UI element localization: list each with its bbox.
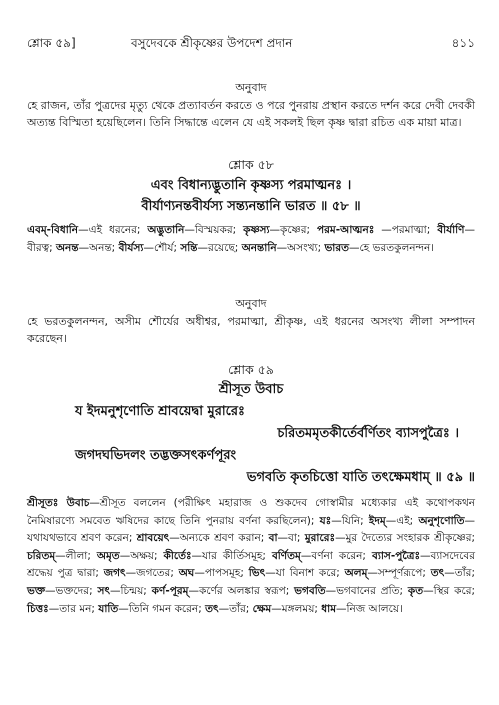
synonyms-58 (27, 222, 475, 257)
synonym-term: চরিতম্ (27, 549, 56, 562)
verse-59-speaker: শ্রীসূত উবাচ (218, 382, 284, 397)
synonym-term: অদ্ভুতানি (147, 224, 185, 236)
synonym-meaning: —এই ধরনের; (78, 224, 148, 236)
verse-58-label: শ্লোক ৫৮ (228, 157, 274, 172)
synonym-term: মুরারেঃ (304, 532, 336, 545)
synonym-term: ভক্ত (27, 584, 46, 597)
synonym-term: শ্রীসূতঃ উবাচ (27, 497, 90, 509)
synonym-meaning: —অনন্ত; (78, 241, 119, 254)
synonym-meaning: —অক্ষয়; (119, 549, 164, 562)
synonym-term: অনন্তানি (241, 241, 277, 254)
verse-59-label: শ্লোক ৫৯ (228, 362, 274, 377)
synonym-meaning: —স্থির করে; (423, 584, 476, 597)
verse-58-line-2: বীর্যাণ্যনন্তবীর্যস্য সন্ত্যনন্তানি ভারত ॥ ৫৮ ॥ (141, 199, 361, 214)
synonym-term: বীর্যস্য (118, 241, 144, 254)
synonym-meaning: —রয়েছে; (197, 241, 242, 254)
synonym-meaning: —কর্ণের অলঙ্কার স্বরূপ; (188, 584, 295, 597)
synonym-term: ভিৎ (248, 567, 266, 580)
synonym-term: অনন্ত (55, 241, 79, 254)
synonym-term: ধাম (321, 602, 337, 615)
synonym-term: জগৎ (103, 567, 126, 580)
synonym-term: ব্যাস-পুত্রৈঃ (371, 549, 421, 562)
synonym-meaning: —তাঁর; (218, 602, 253, 615)
synonym-meaning: —বা; (277, 532, 305, 545)
synonym-term: অনুশৃণোতি (418, 514, 465, 527)
synonym-term: অঘ (178, 567, 195, 580)
synonym-meaning: —যা বিনাশ করে; (265, 567, 345, 580)
translation-paragraph: হে রাজন, তাঁর পুত্রদের মৃত্যু থেকে প্রত্যাবর্তন করতে ও পরে পুনরায় প্রস্থান করতে দর্শন করে দেবী দেবকী অত্যন্ত বিস্মিতা হয়েছিলেন। তিনি সিদ্ধান্তে এলেন যে এই সকলই ছিল কৃষ্ণ দ্বারা রচিত এক মায়া মাত্র। (27, 99, 475, 130)
verse-59-line-2: চরিতমমৃতকীর্তের্বর্ণিতং ব্যাসপুত্রৈঃ । (277, 426, 459, 441)
page-number: ৪১১ (451, 36, 475, 50)
synonym-term: কৃত (407, 584, 424, 597)
synonym-term: কৃষ্ণস্য (243, 224, 270, 236)
translation-paragraph-2: হে ভরতকুলনন্দন, অসীম শৌর্যের অধীশ্বর, পরমাত্মা, শ্রীকৃষ্ণ, এই ধরনের অসংখ্য লীলা সম্পাদন করেছেন। (27, 315, 475, 346)
synonym-term: শ্রাবয়েৎ (136, 532, 170, 545)
synonym-term: সৎ (97, 584, 110, 597)
synonym-meaning: —অসংখ্য; (276, 241, 325, 254)
synonym-meaning: —পাপসমূহ; (194, 567, 249, 580)
verse-59-line-3: জগদঘভিদলং তদ্ভক্তসৎকর্ণপূরং (75, 448, 237, 463)
synonym-meaning: —জগতের; (125, 567, 179, 580)
running-header (27, 34, 475, 52)
synonym-term: তৎ (430, 567, 445, 580)
synonym-meaning: —সম্পূর্ণরূপে; (367, 567, 431, 580)
verse-58-line-1: এবং বিধান্যদ্ভুতানি কৃষ্ণস্য পরমাত্মনঃ । (150, 178, 352, 193)
synonym-meaning: —মঙ্গলময়; (271, 602, 322, 615)
synonym-meaning: —বর্ণনা করেন; (300, 549, 372, 562)
synonym-term: ইদম্ (368, 514, 386, 527)
synonym-meaning: —ভক্তদের; (45, 584, 98, 597)
synonym-meaning: —মুর দৈত্যের সংহারক শ্রীকৃষ্ণের; (335, 532, 476, 545)
synonym-meaning: —যিনি; (331, 514, 369, 527)
synonym-meaning: —এই; (385, 514, 419, 527)
synonyms-59 (27, 495, 475, 618)
synonym-term: যঃ (319, 514, 332, 527)
synonym-term: চিত্তঃ (27, 602, 49, 615)
synonym-term: কর্ণ-পূরম্ (151, 584, 189, 597)
synonym-meaning: —অন্যকে শ্রবণ করান; (169, 532, 269, 545)
synonym-term: তৎ (205, 602, 219, 615)
synonym-term: কীর্তেঃ (163, 549, 192, 562)
synonym-meaning: —শৌর্য; (143, 241, 181, 254)
translation-heading: অনুবাদ (235, 81, 267, 94)
synonym-term: যাতি (98, 602, 119, 615)
synonym-term: বা (268, 532, 278, 545)
synonym-term: অলম্ (344, 567, 368, 580)
verse-59-line-1: য ইদমনুশৃণোতি শ্রাবয়েদ্বা মুরারেঃ (75, 404, 245, 419)
synonym-meaning: —কৃষ্ণের; (269, 224, 317, 236)
synonym-meaning: —যার কীর্তিসমূহ; (191, 549, 272, 562)
synonym-term: বীর্যাণি (437, 224, 465, 236)
synonym-meaning: —নিজ আলয়ে। (336, 602, 403, 615)
header-verse-ref: শ্লোক ৫৯] (27, 36, 76, 50)
synonym-meaning: —হে ভরতকুলনন্দন। (349, 241, 434, 254)
synonym-meaning: —যথাযথভাবে শ্রবণ করেন; (27, 514, 476, 545)
synonym-term: পরম-আত্মনঃ (317, 224, 375, 236)
translation-heading-2: অনুবাদ (235, 297, 267, 310)
synonym-term: ক্ষেম (252, 602, 272, 615)
synonym-meaning: —তাঁর; (444, 567, 475, 580)
synonym-meaning: —তার মন; (48, 602, 99, 615)
synonym-meaning: —বিস্ময়কর; (184, 224, 244, 236)
synonym-meaning: —চিন্ময়; (110, 584, 152, 597)
synonym-term: ভারত (324, 241, 350, 254)
synonym-meaning: —লীলা; (55, 549, 97, 562)
synonym-term: সন্তি (180, 241, 198, 254)
header-chapter-title: বসুদেবকে শ্রীকৃষ্ণের উপদেশ প্রদান (131, 36, 293, 50)
synonym-term: বর্ণিতম্ (271, 549, 301, 562)
synonym-meaning: —পরমাত্মা; (374, 224, 438, 236)
synonym-meaning: —শ্রীসূত বললেন (পরীক্ষিৎ মহারাজ ও শুকদেব গোস্বামীর মধ্যেকার এই কথোপকথন নৈমিষারণ্যে সমবেত ঋষিদের কাছে তিনি পুনরায় বর্ণনা করছিলেন); (27, 497, 476, 527)
synonym-term: অমৃত (96, 549, 120, 562)
verse-59-line-4: ভগবতি কৃতচিত্তো যাতি তৎক্ষেমধাম্ ॥ ৫৯ ॥ (246, 470, 475, 485)
synonym-meaning: —ভগবানের প্রতি; (325, 584, 408, 597)
synonym-meaning: —বীরত্ব; (27, 224, 476, 254)
synonym-term: এবম্‌-বিধানি (27, 224, 79, 236)
synonym-meaning: —ব্যাসদেবের শ্রদ্ধেয় পুত্র দ্বারা; (27, 549, 475, 580)
synonym-term: ভগবতি (294, 584, 326, 597)
synonym-meaning: —তিনি গমন করেন; (118, 602, 206, 615)
